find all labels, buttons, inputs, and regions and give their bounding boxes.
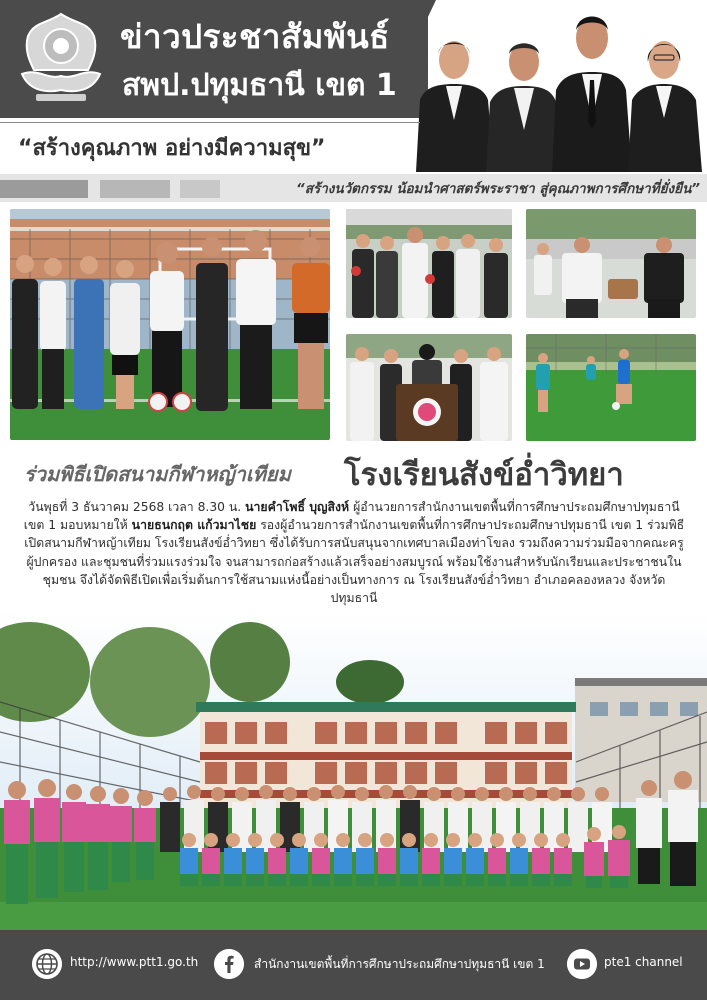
headline-school: โรงเรียนสังข์อ่ำวิทยา [344, 457, 624, 493]
body-text-1: วันพุธที่ 3 ธันวาคม 2568 เวลา 8.30 น. [28, 500, 246, 514]
photo-football-match [526, 334, 696, 441]
website-link[interactable]: http://www.ptt1.go.th [70, 955, 199, 969]
stripe-block [180, 180, 220, 198]
page-subtitle: สพป.ปทุมธานี เขต 1 [122, 68, 397, 103]
facebook-icon [214, 949, 244, 979]
slogan-divider [0, 122, 420, 123]
slogan-text: “สร้างคุณภาพ อย่างมีความสุข” [18, 136, 326, 161]
officials-portrait [410, 0, 707, 172]
vision-text: “สร้างนวัตกรรม น้อมนำศาสตร์พระราชา สู่คุณภาพการศึกษาที่ยั่งยืน” [222, 178, 700, 200]
facebook-page-name[interactable]: สำนักงานเขตพื้นที่การศึกษาประถมศึกษาปทุมธานี เขต 1 [254, 957, 545, 971]
stripe-block [100, 180, 170, 198]
deputy-director-name: นายธนกฤต แก้วมาไชย [131, 518, 257, 533]
youtube-icon [567, 949, 597, 979]
body-text-2: ผู้อำนวยการสำนักงานเขตพื้นที่การศึกษาประถมศึกษาปทุมธานี เขต 1 มอบหมายให้ [23, 500, 680, 533]
globe-icon [32, 949, 62, 979]
director-name: นายคำโพธิ์ บุญสิงห์ [245, 500, 350, 514]
article-body [22, 498, 686, 607]
photo-field-group [10, 209, 330, 440]
photo-crowd-clapping [346, 209, 512, 318]
photo-podium-speech [346, 334, 512, 441]
body-text-3: รองผู้อำนวยการสำนักงานเขตพื้นที่การศึกษาประถมศึกษาปทุมธานี เขต 1 ร่วมพิธีเปิดสนามกีฬาหญ้าเทียม โรงเรียนสังข์อ่ำวิทยา ซึ่งได้รับการสนับสนุนจากเทศบาลเมืองท่าโขลง รวมถึงความร่วมมือจากคณะครู ผู้ปกครอง และชุมชนที่ร่วมแรงร่วมใจ จนสามารถก่อสร้างแล้วเสร็จอย่างสมบูรณ์ พร้อมใช้งานสำหรับนักเรียนและประชาชนในชุมชน จึงได้จัดพิธีเปิดเพื่อเริ่มต้นการใช้สนามแห่งนี้อย่างเป็นทางการ ณ โรงเรียนสังข์อ่ำวิทยา อำเภอคลองหลวง จังหวัดปทุมธานี [24, 518, 685, 606]
photo-school-group [0, 612, 707, 930]
obec-emblem-logo [18, 10, 104, 104]
youtube-channel-name[interactable]: pte1 channel [604, 955, 683, 969]
headline-lead: ร่วมพิธีเปิดสนามกีฬาหญ้าเทียม [24, 462, 291, 486]
photo-seated-guests [526, 209, 696, 318]
page-title: ข่าวประชาสัมพันธ์ [120, 17, 390, 56]
stripe-block [0, 180, 88, 198]
